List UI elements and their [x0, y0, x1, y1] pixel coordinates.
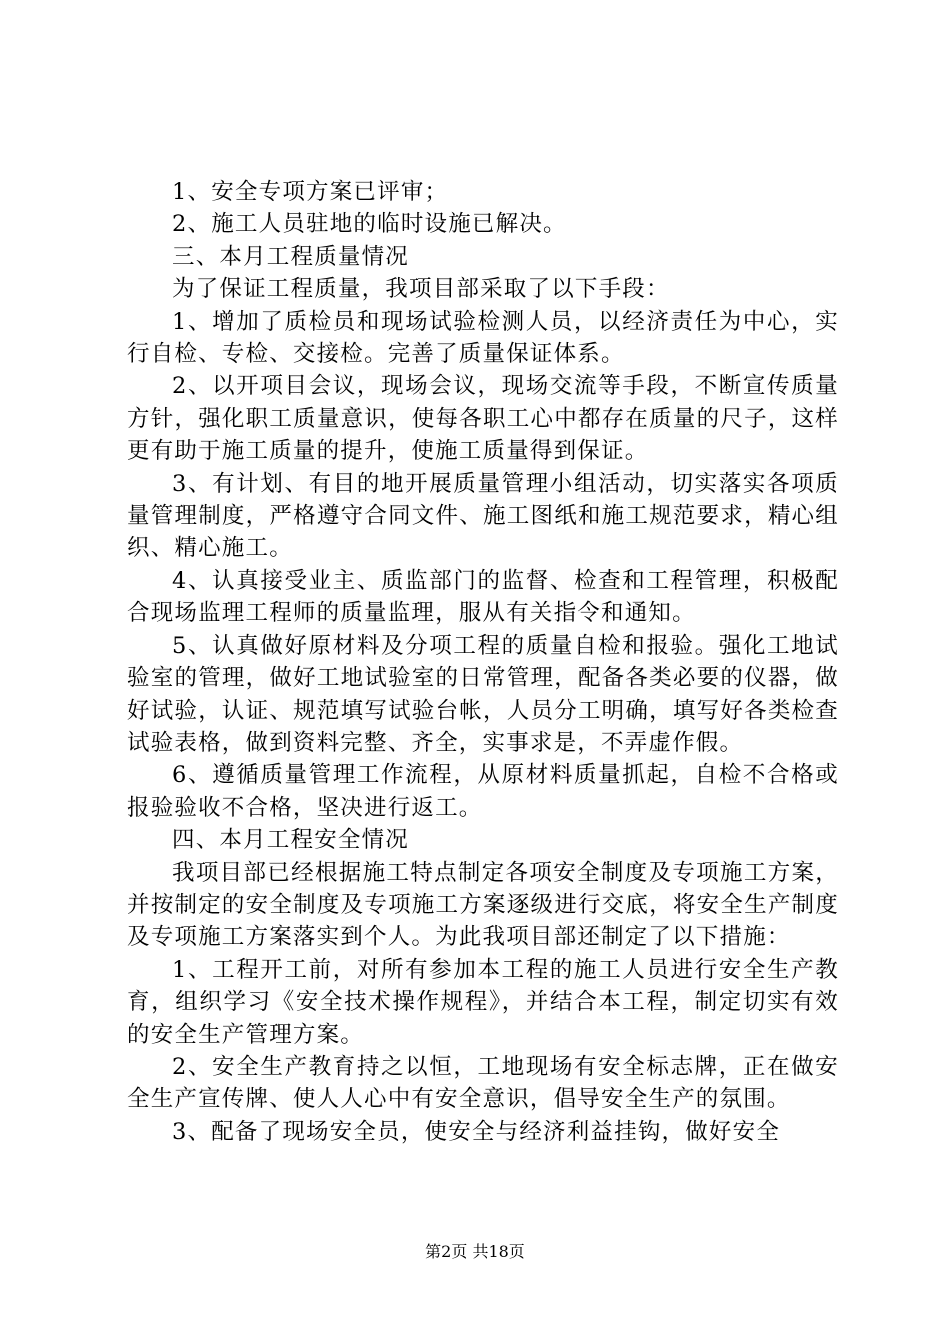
- section-heading: 四、本月工程安全情况: [172, 827, 410, 854]
- section-heading: 三、本月工程质量情况: [172, 243, 410, 270]
- paragraph: 1、安全专项方案已评审；: [172, 179, 449, 205]
- paragraph: 3、有计划、有目的地开展质量管理小组活动，切实落实各项质量管理制度，严格遵守合同文件、施工图纸和施工规范要求，精心组织、精心施工。: [127, 470, 839, 562]
- page-footer: [0, 1242, 950, 1262]
- paragraph: 5、认真做好原材料及分项工程的质量自检和报验。强化工地试验室的管理，做好工地试验室的日常管理，配备各类必要的仪器，做好试验，认证、规范填写试验台帐，人员分工明确，填写好各类检查试验表格，做到资料完整、齐全，实事求是，不弄虚作假。: [127, 632, 839, 756]
- paragraph: 1、工程开工前，对所有参加本工程的施工人员进行安全生产教育，组织学习《安全技术操作规程》，并结合本工程，制定切实有效的安全生产管理方案。: [127, 956, 839, 1048]
- document-body: [127, 176, 839, 1148]
- paragraph: 4、认真接受业主、质监部门的监督、检查和工程管理，积极配合现场监理工程师的质量监理，服从有关指令和通知。: [127, 567, 839, 627]
- paragraph: 3、配备了现场安全员，使安全与经济利益挂钩，做好安全: [172, 1118, 781, 1145]
- paragraph: 2、以开项目会议，现场会议，现场交流等手段，不断宣传质量方针，强化职工质量意识，使每各职工心中都存在质量的尺子，这样更有助于施工质量的提升，使施工质量得到保证。: [127, 373, 839, 465]
- paragraph: 为了保证工程质量，我项目部采取了以下手段：: [172, 276, 670, 303]
- page-number: 第2页 共18页: [425, 1242, 525, 1261]
- paragraph: 2、施工人员驻地的临时设施已解决。: [172, 211, 567, 238]
- paragraph: 2、安全生产教育持之以恒，工地现场有安全标志牌，正在做安全生产宣传牌、使人人心中有安全意识，倡导安全生产的氛围。: [127, 1053, 839, 1113]
- paragraph: 6、遵循质量管理工作流程，从原材料质量抓起，自检不合格或报验验收不合格，坚决进行返工。: [127, 762, 839, 821]
- paragraph: 1、增加了质检员和现场试验检测人员，以经济责任为中心，实行自检、专检、交接检。完善了质量保证体系。: [127, 308, 839, 368]
- paragraph: 我项目部已经根据施工特点制定各项安全制度及专项施工方案，并按制定的安全制度及专项施工方案逐级进行交底，将安全生产制度及专项施工方案落实到个人。为此我项目部还制定了以下措施：: [127, 859, 839, 951]
